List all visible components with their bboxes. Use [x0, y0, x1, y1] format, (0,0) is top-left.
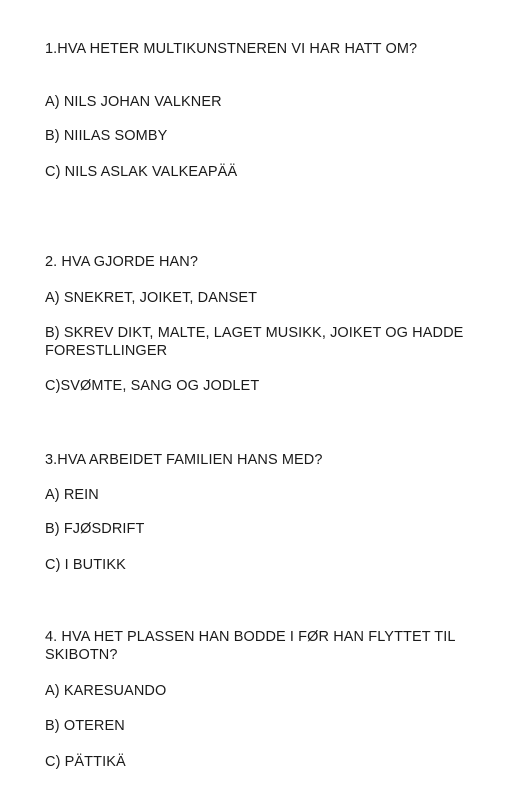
- question-4-option-c: C) PÄTTIKÄ: [45, 754, 126, 770]
- question-3-option-c: C) I BUTIKK: [45, 557, 126, 573]
- question-4-prompt: 4. HVA HET PLASSEN HAN BODDE I FØR HAN FLYTTET TIL SKIBOTN?: [45, 629, 456, 663]
- question-1-option-a: A) NILS JOHAN VALKNER: [45, 94, 222, 110]
- question-1-option-b: B) NIILAS SOMBY: [45, 128, 168, 144]
- question-2-option-b: B) SKREV DIKT, MALTE, LAGET MUSIKK, JOIKET OG HADDE FORESTLLINGER: [45, 325, 464, 359]
- question-1-prompt: 1.HVA HETER MULTIKUNSTNEREN VI HAR HATT OM?: [45, 41, 418, 57]
- question-3-prompt: 3.HVA ARBEIDET FAMILIEN HANS MED?: [45, 452, 323, 468]
- question-2-option-a: A) SNEKRET, JOIKET, DANSET: [45, 290, 258, 306]
- question-4-option-b: B) OTEREN: [45, 718, 125, 734]
- question-2-prompt: 2. HVA GJORDE HAN?: [45, 254, 199, 270]
- question-3-option-b: B) FJØSDRIFT: [45, 521, 145, 537]
- question-4-option-a: A) KARESUANDO: [45, 683, 167, 699]
- question-3-option-a: A) REIN: [45, 487, 99, 503]
- question-1-option-c: C) NILS ASLAK VALKEAPÄÄ: [45, 164, 238, 180]
- question-2-option-c: C)SVØMTE, SANG OG JODLET: [45, 378, 260, 394]
